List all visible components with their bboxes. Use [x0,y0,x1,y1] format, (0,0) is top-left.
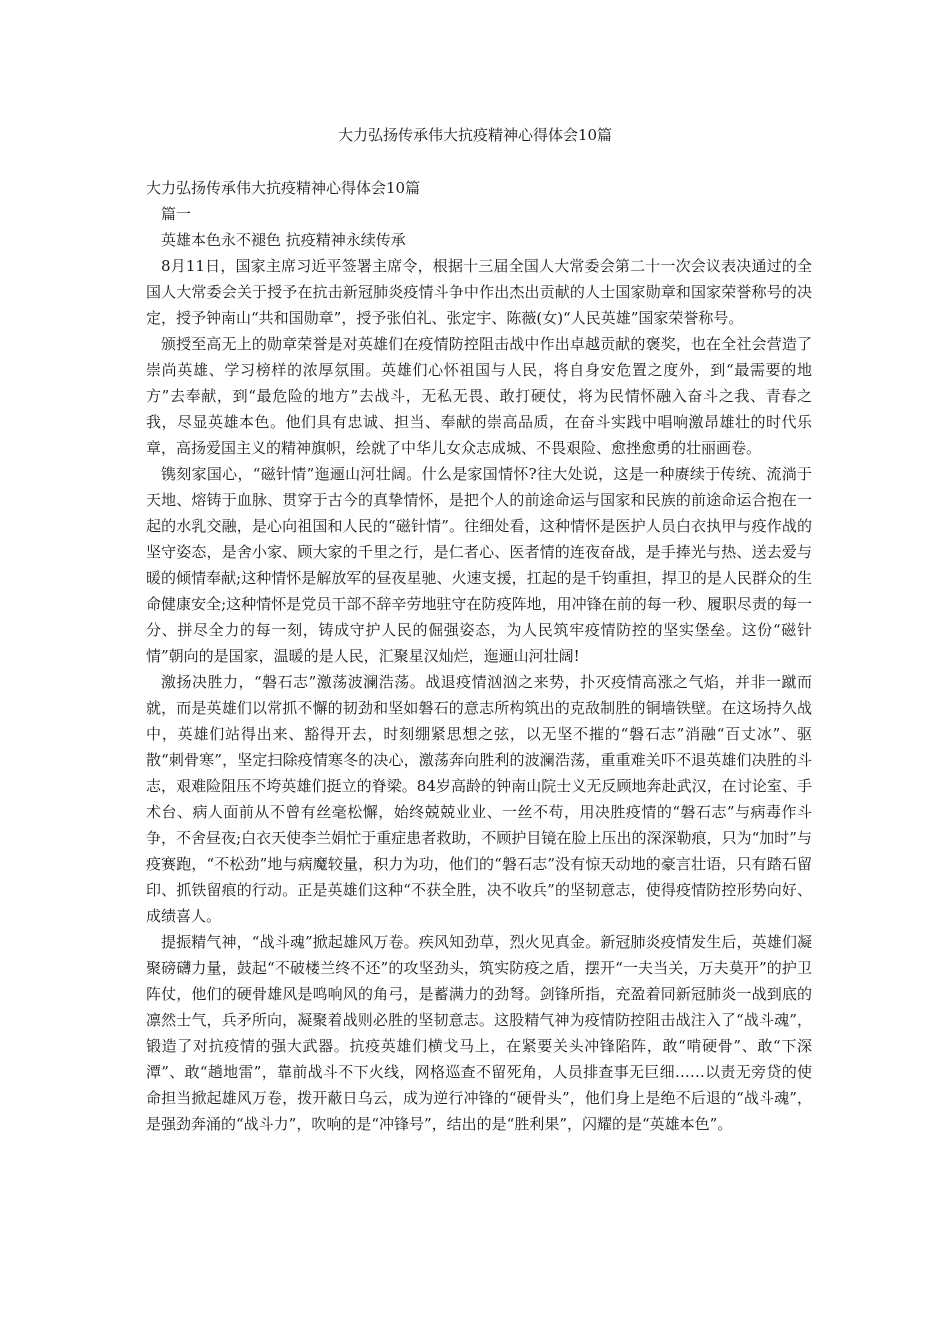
section-label: 篇一 [161,205,192,223]
document-title: 大力弘扬传承伟大抗疫精神心得体会10篇 [337,126,613,144]
paragraph: 镌刻家国心，“磁针情”迤逦山河壮阔。什么是家国情怀?往大处说，这是一种赓续于传统、流淌于天地、熔铸于血脉、贯穿于古今的真挚情怀，是把个人的前途命运与国家和民族的前途命运合抱在一起的水乳交融，是心向祖国和人民的“磁针情”。往细处看，这种情怀是医护人员白衣执甲与疫作战的坚守姿态，是舍小家、顾大家的千里之行，是仁者心、医者情的连夜奋战，是手捧光与热、送去爱与暖的倾情奉献;这种情怀是解放军的昼夜星驰、火速支援，扛起的是千钧重担，捍卫的是人民群众的生命健康安全;这种情怀是党员干部不辞辛劳地驻守在防疫阵地，用冲锋在前的每一秒、履职尽责的每一分、拼尽全力的每一刻，铸成守护人民的倔强姿态，为人民筑牢疫情防控的坚实堡垒。这份“磁针情”朝向的是国家，温暖的是人民，汇聚星汉灿烂，迤逦山河壮阔! [146,465,812,665]
section-heading: 英雄本色永不褪色 抗疫精神永续传承 [161,231,406,249]
repeat-title: 大力弘扬传承伟大抗疫精神心得体会10篇 [146,179,421,197]
paragraph: 激扬决胜力，“磐石志”激荡波澜浩荡。战退疫情汹汹之来势，扑灭疫情高涨之气焰，并非一蹴而就，而是英雄们以常抓不懈的韧劲和坚如磐石的意志所构筑出的克敌制胜的铜墙铁壁。在这场持久战中，英雄们站得出来、豁得开去，时刻绷紧思想之弦，以无坚不摧的“磐石志”消融“百丈冰”、驱散“刺骨寒”，坚定扫除疫情寒冬的决心，激荡奔向胜利的波澜浩荡，重重难关吓不退英雄们决胜的斗志，艰难险阻压不垮英雄们挺立的脊梁。84岁高龄的钟南山院士义无反顾地奔赴武汉，在讨论室、手术台、病人面前从不曾有丝毫松懈，始终兢兢业业、一丝不苟，用决胜疫情的“磐石志”与病毒作斗争，不舍昼夜;白衣天使李兰娟忙于重症患者救助，不顾护目镜在脸上压出的深深勒痕，只为“加时”与疫赛跑，“不松劲”地与病魔较量，积力为功，他们的“磐石志”没有惊天动地的豪言壮语，只有踏石留印、抓铁留痕的行动。正是英雄们这种“不获全胜，决不收兵”的坚韧意志，使得疫情防控形势向好、成绩喜人。 [146,673,812,925]
document-body [146,175,812,1137]
paragraph: 颁授至高无上的勋章荣誉是对英雄们在疫情防控阻击战中作出卓越贡献的褒奖，也在全社会营造了崇尚英雄、学习榜样的浓厚氛围。英雄们心怀祖国与人民，将自身安危置之度外，到“最需要的地方”去奉献，到“最危险的地方”去战斗，无私无畏、敢打硬仗，将为民情怀融入奋斗之我、青春之我，尽显英雄本色。他们具有忠诚、担当、奉献的崇高品质，在奋斗实践中唱响激昂雄壮的时代乐章，高扬爱国主义的精神旗帜，绘就了中华儿女众志成城、不畏艰险、愈挫愈勇的壮丽画卷。 [146,335,812,457]
paragraph: 提振精气神，“战斗魂”掀起雄风万卷。疾风知劲草，烈火见真金。新冠肺炎疫情发生后，英雄们凝聚磅礴力量，鼓起“不破楼兰终不还”的攻坚劲头，筑实防疫之盾，摆开“一夫当关，万夫莫开”的护卫阵仗，他们的硬骨雄风是鸣响风的角弓，是蓄满力的劲弩。剑锋所指，充盈着同新冠肺炎一战到底的凛然士气，兵矛所向，凝聚着战则必胜的坚韧意志。这股精气神为疫情防控阻击战注入了“战斗魂”，锻造了对抗疫情的强大武器。抗疫英雄们横戈马上，在紧要关头冲锋陷阵，敢“啃硬骨”、敢“下深潭”、敢“趟地雷”，靠前战斗不下火线，网格巡查不留死角，人员排查事无巨细……以责无旁贷的使命担当掀起雄风万卷，拨开蔽日乌云，成为逆行冲锋的“硬骨头”，他们身上是绝不后退的“战斗魂”，是强劲奔涌的“战斗力”，吹响的是“冲锋号”，结出的是“胜利果”，闪耀的是“英雄本色”。 [146,933,812,1133]
paragraph: 8月11日，国家主席习近平签署主席令，根据十三届全国人大常委会第二十一次会议表决通过的全国人大常委会关于授予在抗击新冠肺炎疫情斗争中作出杰出贡献的人士国家勋章和国家荣誉称号的决定，授予钟南山“共和国勋章”，授予张伯礼、张定宇、陈薇(女)“人民英雄”国家荣誉称号。 [146,257,812,327]
